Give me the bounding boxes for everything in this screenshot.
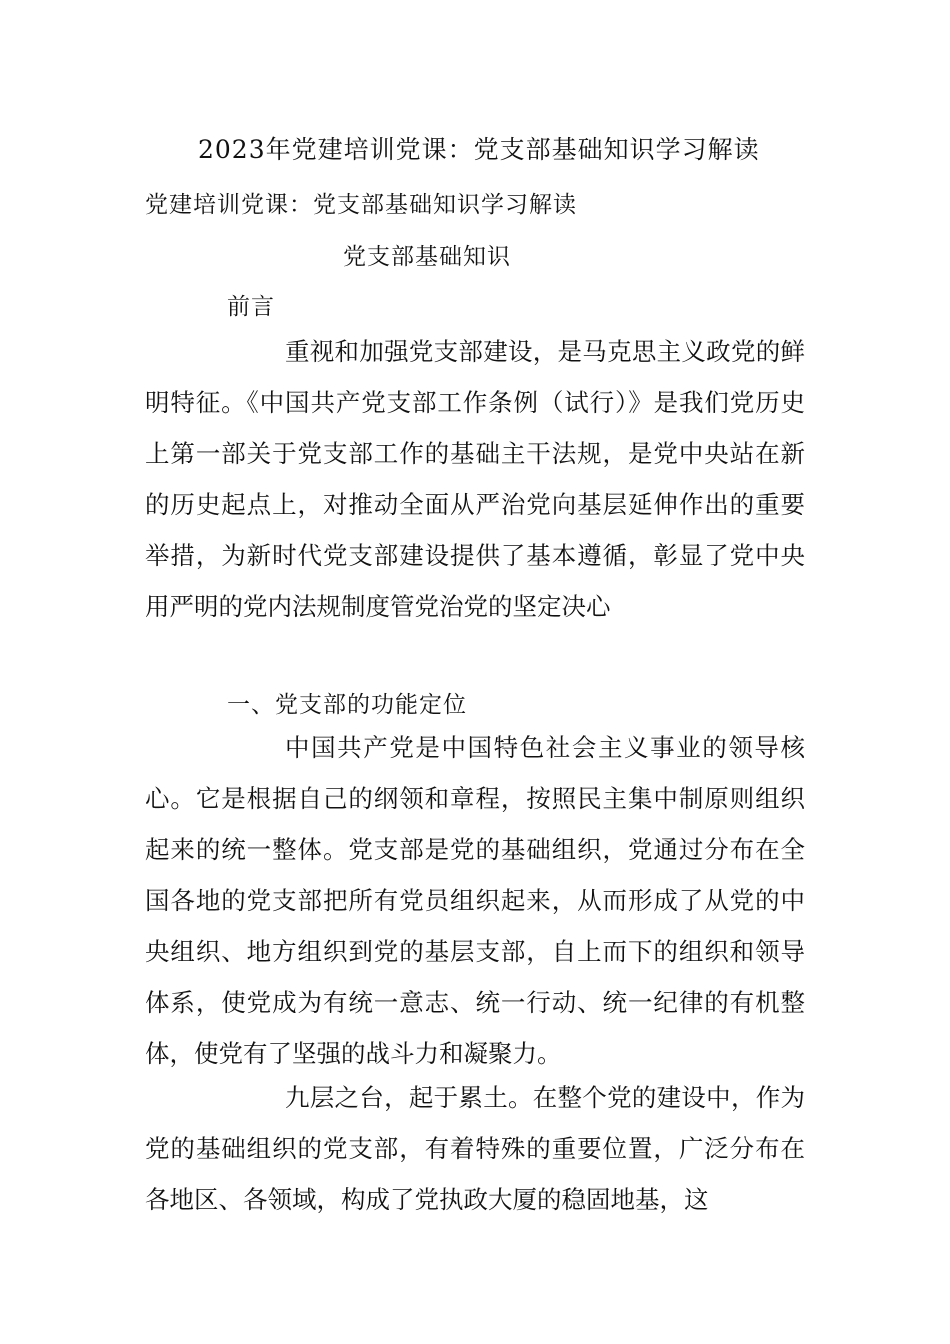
section1-paragraph-2: 九层之台，起于累土。在整个党的建设中，作为党的基础组织的党支部，有着特殊的重要位置，广泛分布在各地区、各领域，构成了党执政大厦的稳固地基，这 — [145, 1083, 805, 1214]
preface-paragraph: 重视和加强党支部建设，是马克思主义政党的鲜明特征。《中国共产党支部工作条例（试行）》是我们党历史上第一部关于党支部工作的基础主干法规，是党中央站在新的历史起点上，对推动全面从严治党向基层延伸作出的重要举措，为新时代党支部建设提供了基本遵循，彰显了党中央用严明的党内法规制度管党治党的坚定决心 — [145, 337, 805, 621]
document-title: 2023年党建培训党课：党支部基础知识学习解读 — [198, 135, 760, 164]
document-subtitle: 党建培训党课：党支部基础知识学习解读 — [145, 192, 577, 218]
section1-paragraph-1: 中国共产党是中国特色社会主义事业的领导核心。它是根据自己的纲领和章程，按照民主集中制原则组织起来的统一整体。党支部是党的基础组织，党通过分布在全国各地的党支部把所有党员组织起来，从而形成了从党的中央组织、地方组织到党的基层支部，自上而下的组织和领导体系，使党成为有统一意志、统一行动、统一纪律的有机整体，使党有了坚强的战斗力和凝聚力。 — [145, 733, 805, 1068]
section1-heading: 一、党支部的功能定位 — [227, 692, 467, 718]
preface-heading: 前言 — [227, 294, 275, 320]
section-title: 党支部基础知识 — [343, 244, 511, 270]
